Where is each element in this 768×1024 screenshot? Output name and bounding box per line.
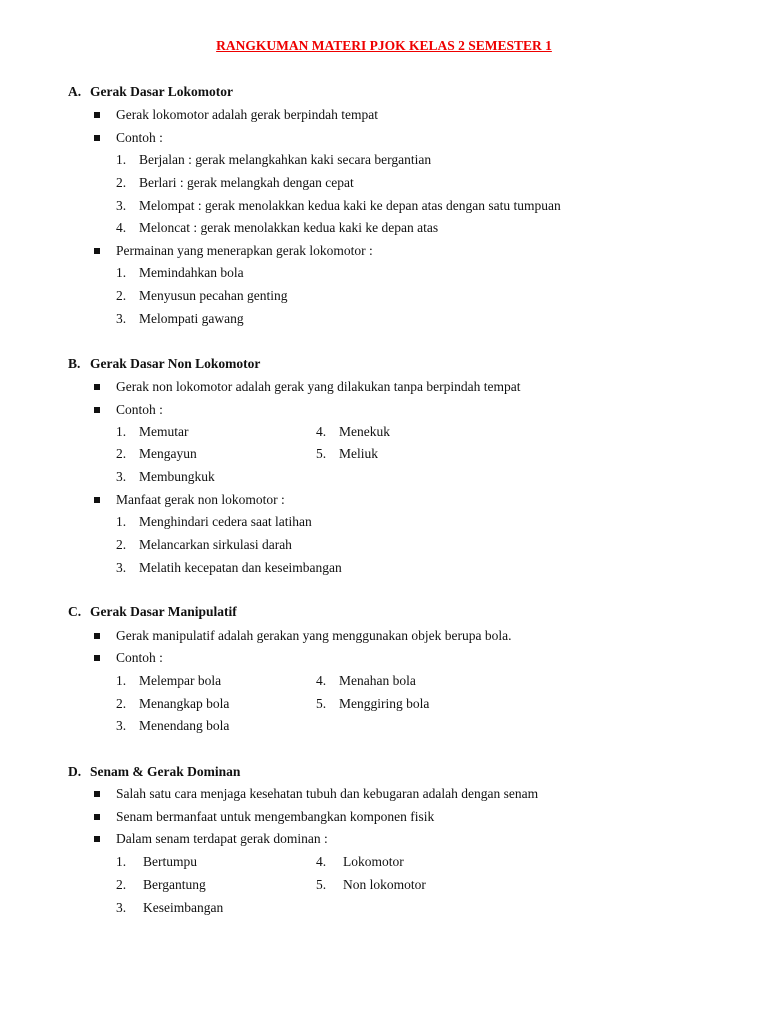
numbered-item: [116, 536, 292, 554]
list-item: [94, 129, 163, 147]
square-bullet-icon: [94, 791, 100, 797]
square-bullet-icon: [94, 112, 100, 118]
item-number: 1.: [116, 514, 127, 529]
item-text: Menendang bola: [139, 718, 230, 733]
numbered-item: [116, 219, 438, 237]
section-letter: C.: [68, 604, 82, 619]
item-number: 3.: [116, 198, 127, 213]
item-text: Meloncat : gerak menolakkan kedua kaki ke depan atas: [139, 220, 439, 235]
numbered-item: [116, 513, 312, 531]
list-item: [94, 491, 285, 509]
numbered-item: [316, 423, 390, 441]
section-title: Senam & Gerak Dominan: [90, 764, 241, 779]
item-text: Bergantung: [143, 877, 206, 892]
list-item: [94, 401, 163, 419]
item-text: Melompati gawang: [139, 311, 244, 326]
square-bullet-icon: [94, 384, 100, 390]
section-title: Gerak Dasar Non Lokomotor: [90, 356, 261, 371]
numbered-item: [116, 559, 342, 577]
square-bullet-icon: [94, 836, 100, 842]
numbered-item: [316, 445, 378, 463]
item-number: 2.: [116, 537, 127, 552]
numbered-item: [316, 876, 426, 894]
item-number: 2.: [116, 446, 127, 461]
numbered-item: [116, 853, 197, 871]
bullet-text: Manfaat gerak non lokomotor :: [116, 492, 285, 507]
item-text: Berjalan : gerak melangkahkan kaki secara bergantian: [139, 152, 432, 167]
list-item: [94, 627, 512, 645]
bullet-text: Contoh :: [116, 650, 163, 665]
list-item: [94, 378, 521, 396]
section-heading-d: [68, 763, 240, 781]
item-text: Keseimbangan: [143, 900, 224, 915]
item-text: Melancarkan sirkulasi darah: [139, 537, 292, 552]
item-text: Menyusun pecahan genting: [139, 288, 288, 303]
item-text: Memindahkan bola: [139, 265, 244, 280]
item-number: 5.: [316, 446, 327, 461]
item-number: 1.: [116, 424, 127, 439]
item-number: 4.: [116, 220, 127, 235]
numbered-item: [116, 264, 244, 282]
item-text: Menggiring bola: [339, 696, 430, 711]
bullet-text: Salah satu cara menjaga kesehatan tubuh dan kebugaran adalah dengan senam: [116, 786, 539, 801]
bullet-text: Contoh :: [116, 130, 163, 145]
item-text: Menghindari cedera saat latihan: [139, 514, 312, 529]
square-bullet-icon: [94, 814, 100, 820]
section-heading-c: [68, 603, 237, 621]
numbered-item: [116, 717, 229, 735]
numbered-item: [116, 287, 287, 305]
item-number: 4.: [316, 854, 327, 869]
list-item: [94, 785, 539, 803]
item-text: Menekuk: [339, 424, 390, 439]
numbered-item: [116, 445, 197, 463]
numbered-item: [116, 197, 561, 215]
bullet-text: Gerak manipulatif adalah gerakan yang menggunakan objek berupa bola.: [116, 628, 512, 643]
item-number: 3.: [116, 560, 127, 575]
item-number: 3.: [116, 469, 127, 484]
item-number: 3.: [116, 900, 127, 915]
square-bullet-icon: [94, 407, 100, 413]
section-letter: D.: [68, 764, 82, 779]
item-text: Mengayun: [139, 446, 197, 461]
bullet-text: Contoh :: [116, 402, 163, 417]
item-number: 2.: [116, 288, 127, 303]
document-title: RANGKUMAN MATERI PJOK KELAS 2 SEMESTER 1: [216, 38, 552, 53]
item-text: Non lokomotor: [343, 877, 426, 892]
section-letter: A.: [68, 84, 82, 99]
list-item: [94, 808, 435, 826]
section-letter: B.: [68, 356, 81, 371]
section-title: Gerak Dasar Lokomotor: [90, 84, 233, 99]
section-heading-a: [68, 83, 233, 101]
item-text: Menangkap bola: [139, 696, 230, 711]
section-title: Gerak Dasar Manipulatif: [90, 604, 237, 619]
section-heading-b: [68, 355, 260, 373]
item-number: 1.: [116, 265, 127, 280]
item-number: 5.: [316, 877, 327, 892]
item-text: Melompat : gerak menolakkan kedua kaki ke depan atas dengan satu tumpuan: [139, 198, 561, 213]
square-bullet-icon: [94, 633, 100, 639]
item-text: Menahan bola: [339, 673, 416, 688]
numbered-item: [116, 423, 189, 441]
list-item: [94, 830, 328, 848]
list-item: [94, 649, 163, 667]
item-text: Melatih kecepatan dan keseimbangan: [139, 560, 342, 575]
numbered-item: [116, 672, 221, 690]
numbered-item: [316, 695, 429, 713]
numbered-item: [116, 151, 431, 169]
numbered-item: [116, 310, 244, 328]
item-text: Memutar: [139, 424, 189, 439]
bullet-text: Senam bermanfaat untuk mengembangkan komponen fisik: [116, 809, 435, 824]
square-bullet-icon: [94, 497, 100, 503]
numbered-item: [316, 672, 416, 690]
item-text: Berlari : gerak melangkah dengan cepat: [139, 175, 354, 190]
item-number: 5.: [316, 696, 327, 711]
bullet-text: Gerak lokomotor adalah gerak berpindah tempat: [116, 107, 379, 122]
square-bullet-icon: [94, 655, 100, 661]
bullet-text: Permainan yang menerapkan gerak lokomotor :: [116, 243, 373, 258]
item-number: 2.: [116, 877, 127, 892]
square-bullet-icon: [94, 248, 100, 254]
item-text: Lokomotor: [343, 854, 404, 869]
item-number: 2.: [116, 696, 127, 711]
numbered-item: [116, 174, 354, 192]
square-bullet-icon: [94, 135, 100, 141]
item-number: 1.: [116, 673, 127, 688]
numbered-item: [116, 899, 223, 917]
numbered-item: [316, 853, 404, 871]
bullet-text: Dalam senam terdapat gerak dominan :: [116, 831, 328, 846]
numbered-item: [116, 876, 206, 894]
item-text: Meliuk: [339, 446, 378, 461]
numbered-item: [116, 695, 229, 713]
item-number: 4.: [316, 673, 327, 688]
item-number: 1.: [116, 854, 127, 869]
item-text: Membungkuk: [139, 469, 215, 484]
numbered-item: [116, 468, 215, 486]
item-number: 1.: [116, 152, 127, 167]
item-number: 2.: [116, 175, 127, 190]
item-number: 4.: [316, 424, 327, 439]
item-text: Melempar bola: [139, 673, 222, 688]
list-item: [94, 106, 379, 124]
item-number: 3.: [116, 718, 127, 733]
list-item: [94, 242, 373, 260]
item-number: 3.: [116, 311, 127, 326]
bullet-text: Gerak non lokomotor adalah gerak yang dilakukan tanpa berpindah tempat: [116, 379, 521, 394]
item-text: Bertumpu: [143, 854, 197, 869]
